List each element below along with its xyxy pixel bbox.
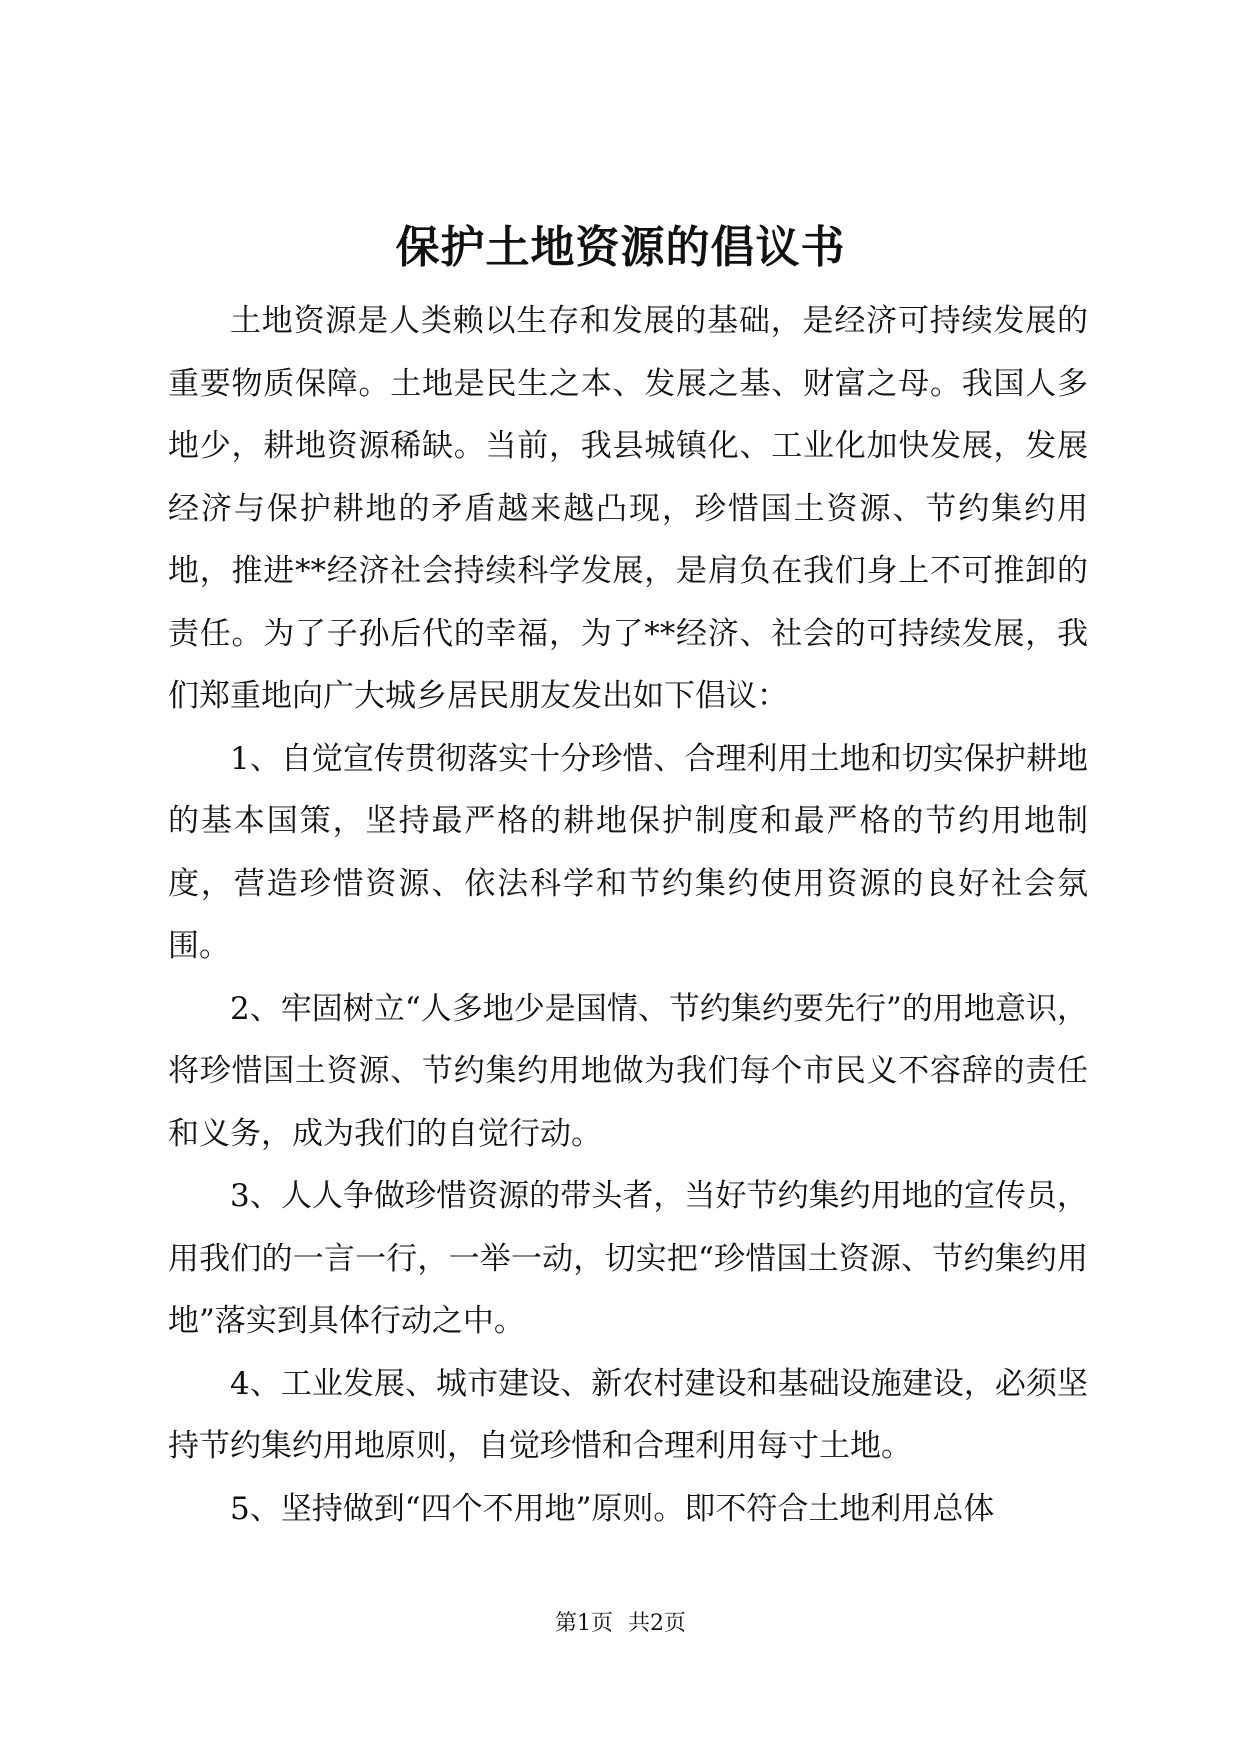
body-paragraph-intro: 土地资源是人类赖以生存和发展的基础，是经济可持续发展的重要物质保障。土地是民生之本、发展之基、财富之母。我国人多地少，耕地资源稀缺。当前，我县城镇化、工业化加快发展，发展经济与保护耕地的矛盾越来越凸现，珍惜国土资源、节约集约用地，推进**经济社会持续科学发展，是肩负在我们身上不可推卸的责任。为了子孙后代的幸福，为了**经济、社会的可持续发展，我们郑重地向广大城乡居民朋友发出如下倡议： bbox=[168, 303, 1088, 714]
body-paragraph-item-1: 1、自觉宣传贯彻落实十分珍惜、合理利用土地和切实保护耕地的基本国策，坚持最严格的耕地保护制度和最严格的节约用地制度，营造珍惜资源、依法科学和节约集约使用资源的良好社会氛围。 bbox=[168, 740, 1088, 964]
body-paragraph-item-5: 5、坚持做到“四个不用地”原则。即不符合土地利用总体 bbox=[230, 1490, 995, 1527]
page-total: 共2页 bbox=[628, 1611, 686, 1636]
document-body bbox=[168, 290, 1088, 1540]
document-title: 保护土地资源的倡议书 bbox=[395, 222, 846, 273]
page-number: 第1页 bbox=[555, 1611, 613, 1636]
page-footer bbox=[0, 1608, 1241, 1640]
body-paragraph-item-2: 2、牢固树立“人多地少是国情、节约集约要先行”的用地意识，将珍惜国土资源、节约集约用地做为我们每个市民义不容辞的责任和义务，成为我们的自觉行动。 bbox=[168, 990, 1088, 1152]
body-paragraph-item-4: 4、工业发展、城市建设、新农村建设和基础设施建设，必须坚持节约集约用地原则，自觉珍惜和合理利用每寸土地。 bbox=[168, 1365, 1088, 1464]
body-paragraph-item-3: 3、人人争做珍惜资源的带头者，当好节约集约用地的宣传员，用我们的一言一行，一举一动，切实把“珍惜国土资源、节约集约用地”落实到具体行动之中。 bbox=[168, 1178, 1088, 1339]
